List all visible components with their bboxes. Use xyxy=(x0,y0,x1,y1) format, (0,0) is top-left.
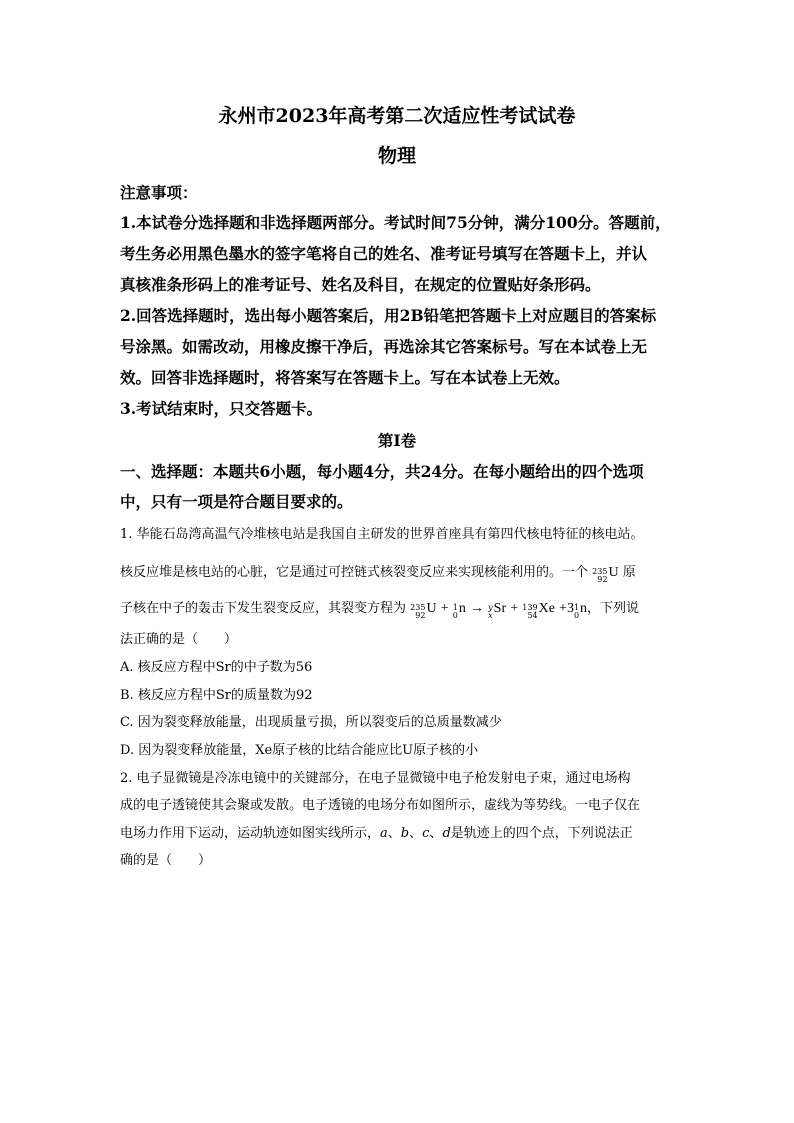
volume-heading: 第Ⅰ卷 xyxy=(377,431,417,450)
notice-line: 效。回答非选择题时，将答案写在答题卡上。写在本试卷上无效。 xyxy=(120,368,570,387)
eq-plus: + xyxy=(510,601,519,616)
section-instructions: 中，只有一项是符合题目要求的。 xyxy=(120,492,353,511)
notice-line: 3.考试结束时，只交答题卡。 xyxy=(120,399,323,418)
point-c: c xyxy=(422,826,430,841)
eq-uranium xyxy=(410,601,436,622)
q1-option-a: A. 核反应方程中Sr的中子数为56 xyxy=(120,660,313,675)
q1-stem: 1. 华能石岛湾高温气冷堆核电站是我国自主研发的世界首座具有第四代核电特征的核电站。 xyxy=(120,527,644,542)
u-mass-number: 235 xyxy=(592,567,608,576)
notice-line: 号涂黑。如需改动，用橡皮擦干净后，再选涂其它答案标号。写在本试卷上无 xyxy=(120,337,648,356)
notice-line: 1.本试卷分选择题和非选择题两部分。考试时间75分钟，满分100分。答题前， xyxy=(120,213,671,232)
q2-stem: 确的是（ ） xyxy=(120,853,212,868)
q1-stem xyxy=(120,561,636,586)
eq-plus: + xyxy=(440,601,449,616)
point-b: b xyxy=(400,826,410,841)
eq-strontium xyxy=(488,601,506,622)
q2-stem xyxy=(120,822,633,841)
eq-u-symbol: U xyxy=(426,601,437,616)
q1-option-c: C. 因为裂变释放能量，出现质量亏损，所以裂变后的总质量数减少 xyxy=(120,715,502,730)
eq-u-charge: 92 xyxy=(415,611,426,620)
eq-neutron xyxy=(453,601,466,622)
q2-stem-text: 电场力作用下运动，运动轨迹如图实线所示， xyxy=(120,826,381,841)
q1-stem-text: 子核在中子的轰击下发生裂变反应，其裂变方程为 xyxy=(120,601,407,616)
q1-stem-text: ，下列说 xyxy=(587,601,640,616)
eq-xe-symbol: Xe xyxy=(538,601,555,616)
eq-n-mass: 1 xyxy=(573,603,580,612)
eq-xe-mass: 139 xyxy=(522,603,538,612)
u-charge-number: 92 xyxy=(597,575,608,584)
eq-u-mass: 235 xyxy=(410,603,426,612)
q2-stem-text: 是轨迹上的四个点，下列说法正 xyxy=(450,826,633,841)
q1-stem-text: 核反应堆是核电站的心脏，它是通过可控链式核裂变反应来实现核能利用的。一个 xyxy=(120,565,589,580)
section-instructions: 一、选择题：本题共6小题，每小题4分，共24分。在每小题给出的四个选项 xyxy=(120,462,644,481)
exam-title: 永州市2023年高考第二次适应性考试试卷 xyxy=(218,105,576,127)
q2-stem: 2. 电子显微镜是冷冻电镜中的关键部分，在电子显微镜中电子枪发射电子束，通过电场构 xyxy=(120,771,631,786)
q2-stem: 成的电子透镜使其会聚或发散。电子透镜的电场分布如图所示，虚线为等势线。一电子仅在 xyxy=(120,798,641,813)
separator: 、 xyxy=(409,826,423,841)
point-a: a xyxy=(380,826,388,841)
eq-sr-charge: x xyxy=(488,611,493,620)
q1-option-b: B. 核反应方程中Sr的质量数为92 xyxy=(120,688,313,703)
separator: 、 xyxy=(429,826,443,841)
eq-n-symbol: n xyxy=(458,601,466,616)
eq-n-charge: 0 xyxy=(573,611,580,620)
eq-coefficient: 3 xyxy=(566,601,574,616)
point-d: d xyxy=(442,826,451,841)
separator: 、 xyxy=(387,826,401,841)
q1-option-d: D. 因为裂变释放能量，Xe原子核的比结合能应比U原子核的小 xyxy=(120,743,479,758)
q1-stem-text: 原 xyxy=(622,565,636,580)
uranium-nuclide xyxy=(592,565,618,586)
eq-plus: + xyxy=(559,601,567,616)
q1-stem: 法正确的是（ ） xyxy=(120,632,238,647)
eq-sr-symbol: Sr xyxy=(493,601,507,616)
eq-n-mass: 1 xyxy=(452,603,458,612)
eq-n-symbol: n xyxy=(580,601,588,616)
eq-neutron xyxy=(574,601,587,622)
eq-xe-charge: 54 xyxy=(527,611,538,620)
notice-line: 真核准条形码上的准考证号、姓名及科目，在规定的位置贴好条形码。 xyxy=(120,275,601,294)
q1-equation-line xyxy=(120,597,639,622)
notice-heading: 注意事项： xyxy=(120,183,198,202)
notice-line: 考生务必用黑色墨水的签字笔将自己的姓名、准考证号填写在答题卡上，并认 xyxy=(120,244,648,263)
u-symbol: U xyxy=(608,565,619,580)
notice-line: 2.回答选择题时，选出每小题答案后，用2B铅笔把答题卡上对应题目的答案标 xyxy=(120,306,657,325)
eq-arrow: → xyxy=(469,601,484,616)
eq-n-charge: 0 xyxy=(452,611,458,620)
eq-xenon xyxy=(522,601,555,622)
eq-sr-mass: y xyxy=(488,603,493,612)
subject-title: 物理 xyxy=(377,145,416,167)
